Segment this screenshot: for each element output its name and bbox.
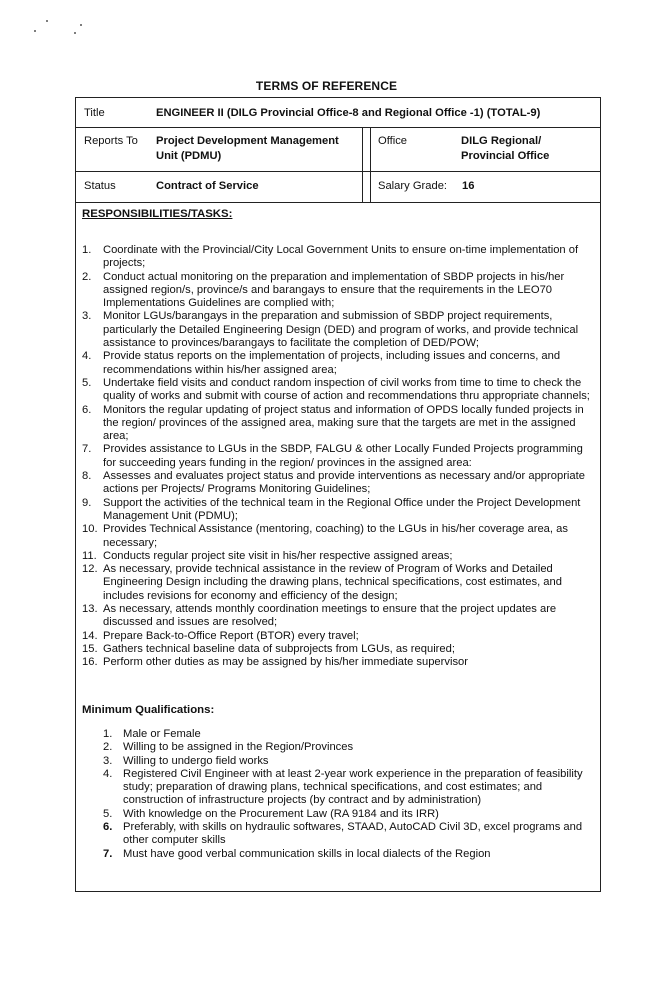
task-item-text: Gathers technical baseline data of subprojects from LGUs, as required;	[103, 642, 455, 655]
task-item-text: As necessary, attends monthly coordination meetings to ensure that the project updates are discussed and issues are resolved;	[103, 603, 557, 629]
status-label: Status	[84, 180, 116, 192]
title-label: Title	[84, 107, 105, 119]
task-item-text: As necessary, provide technical assistance in the review of Program of Works and Detailed Engineering Design including the drawing plans, technical specifications, cost estimates, and includes revisions for economy and efficiency of the design;	[103, 563, 562, 602]
task-item	[82, 244, 596, 271]
task-item	[82, 404, 596, 444]
task-item-text: Provides assistance to LGUs in the SBDP, FALGU & other Locally Funded Projects programming for succeeding years funding in the region/ provinces in the assigned area:	[103, 443, 583, 469]
row-divider	[76, 171, 600, 172]
task-item-number: 7.	[82, 443, 92, 456]
qualification-item-text: Willing to be assigned in the Region/Provinces	[123, 741, 354, 754]
responsibilities-heading: RESPONSIBILITIES/TASKS:	[82, 208, 233, 220]
column-divider	[370, 127, 371, 202]
task-item	[82, 470, 596, 497]
title-value: ENGINEER II (DILG Provincial Office-8 and Regional Office -1) (TOTAL-9)	[156, 107, 541, 119]
task-item	[82, 550, 596, 563]
qualification-item-number: 3.	[103, 754, 113, 767]
task-item-number: 1.	[82, 244, 92, 256]
task-item	[82, 377, 596, 404]
task-item-number: 16.	[82, 656, 98, 669]
task-item	[82, 563, 596, 603]
task-item-number: 12.	[82, 563, 98, 576]
task-item	[82, 603, 596, 630]
qualification-item-number: 7.	[103, 847, 113, 860]
task-item-number: 10.	[82, 523, 98, 536]
qualification-item-number: 2.	[103, 741, 113, 754]
qualification-item	[103, 755, 603, 768]
task-item-number: 6.	[82, 403, 92, 416]
reports-to-value: Project Development Management Unit (PDMU)	[156, 135, 339, 162]
qualification-item-text: With knowledge on the Procurement Law (RA 9184 and its IRR)	[123, 807, 439, 820]
task-item-text: Coordinate with the Provincial/City Local Government Units to ensure on-time implementation of projects;	[103, 244, 579, 270]
qualification-item-text: Preferably, with skills on hydraulic softwares, STAAD, AutoCAD Civil 3D, excel programs and other computer skills	[123, 821, 583, 847]
qualification-item	[103, 768, 603, 808]
row-divider	[76, 202, 600, 203]
document-title: TERMS OF REFERENCE	[255, 79, 398, 93]
task-item-number: 2.	[82, 270, 92, 283]
task-item-number: 5.	[82, 376, 92, 389]
qualifications-heading: Minimum Qualifications:	[82, 704, 215, 716]
task-item-number: 15.	[82, 642, 98, 655]
task-item	[82, 523, 596, 550]
qualification-item-text: Willing to undergo field works	[123, 754, 269, 767]
task-item-text: Perform other duties as may be assigned by his/her immediate supervisor	[103, 656, 469, 669]
task-item	[82, 656, 596, 669]
task-item-text: Undertake field visits and conduct random inspection of civil works from time to time to check the quality of works and submit with course of action and recommendations thru appropriate channels;	[103, 376, 590, 403]
task-item	[82, 310, 596, 350]
qualification-item	[103, 848, 603, 861]
task-item	[82, 643, 596, 656]
office-label: Office	[378, 135, 408, 147]
column-divider	[362, 127, 363, 202]
terms-of-reference-table	[75, 97, 601, 892]
task-item-text: Conduct actual monitoring on the preparation and implementation of SBDP projects in his/her assigned region/s, province/s and barangays to ensure that the requirements in the LEO70 Implementations Guidelines are complied with;	[103, 270, 565, 310]
task-item-text: Monitor LGUs/barangays in the preparation and submission of SBDP project requirements, particularly the Detailed Engineering Design (DED) and program of works, and provide technical assistance to provinces/barangays to facilitate the completion of DED/POW;	[103, 310, 579, 350]
task-item-number: 13.	[82, 603, 98, 616]
qualification-item-number: 5.	[103, 807, 113, 820]
qualifications-list	[103, 728, 603, 861]
task-item-number: 11.	[82, 549, 97, 562]
responsibilities-list	[82, 244, 596, 670]
task-item-text: Monitors the regular updating of project status and information of OPDS locally funded projects in the region/ provinces of the assigned area, making sure that the targets are met in the assigned area;	[103, 403, 584, 443]
qualification-item	[103, 821, 603, 848]
task-item-text: Support the activities of the technical team in the Regional Office under the Project Development Management Unit (PDMU);	[103, 496, 581, 522]
task-item-number: 3.	[82, 310, 92, 323]
task-item-number: 8.	[82, 470, 92, 483]
status-value: Contract of Service	[156, 180, 259, 192]
row-divider	[76, 127, 600, 128]
qualification-item-text: Male or Female	[123, 728, 201, 740]
qualification-item	[103, 741, 603, 754]
qualification-item-text: Registered Civil Engineer with at least 2-year work experience in the preparation of feasibility study; preparation of drawing plans, technical specifications, and cost estimates; and construction of infrastructure projects (by contract and by administration)	[123, 767, 583, 807]
qualification-item-number: 4.	[103, 767, 113, 780]
qualification-item-text: Must have good verbal communication skills in local dialects of the Region	[123, 847, 491, 860]
task-item	[82, 443, 596, 470]
task-item-number: 9.	[82, 496, 92, 509]
task-item-text: Prepare Back-to-Office Report (BTOR) every travel;	[103, 629, 359, 642]
task-item-number: 14.	[82, 629, 98, 642]
task-item-text: Provides Technical Assistance (mentoring, coaching) to the LGUs in his/her coverage area, as necessary;	[103, 523, 568, 549]
task-item	[82, 271, 596, 311]
salary-grade-label: Salary Grade:	[378, 180, 448, 192]
task-item	[82, 497, 596, 524]
qualification-item	[103, 808, 603, 821]
task-item-number: 4.	[82, 350, 92, 363]
salary-grade-value: 16	[462, 180, 475, 192]
qualification-item-number: 1.	[103, 728, 113, 740]
task-item	[82, 630, 596, 643]
reports-to-label: Reports To	[84, 135, 138, 147]
task-item-text: Assesses and evaluates project status and provide interventions as necessary and/or appropriate actions per Projects/ Programs Monitoring Guidelines;	[103, 470, 585, 496]
task-item-text: Conducts regular project site visit in his/her respective assigned areas;	[103, 549, 453, 562]
office-value: DILG Regional/ Provincial Office	[461, 135, 550, 162]
qualification-item-number: 6.	[103, 821, 113, 834]
qualification-item	[103, 728, 603, 741]
task-item-text: Provide status reports on the implementation of projects, including issues and concerns, and recommendations within his/her assigned area;	[103, 350, 561, 376]
task-item	[82, 350, 596, 377]
